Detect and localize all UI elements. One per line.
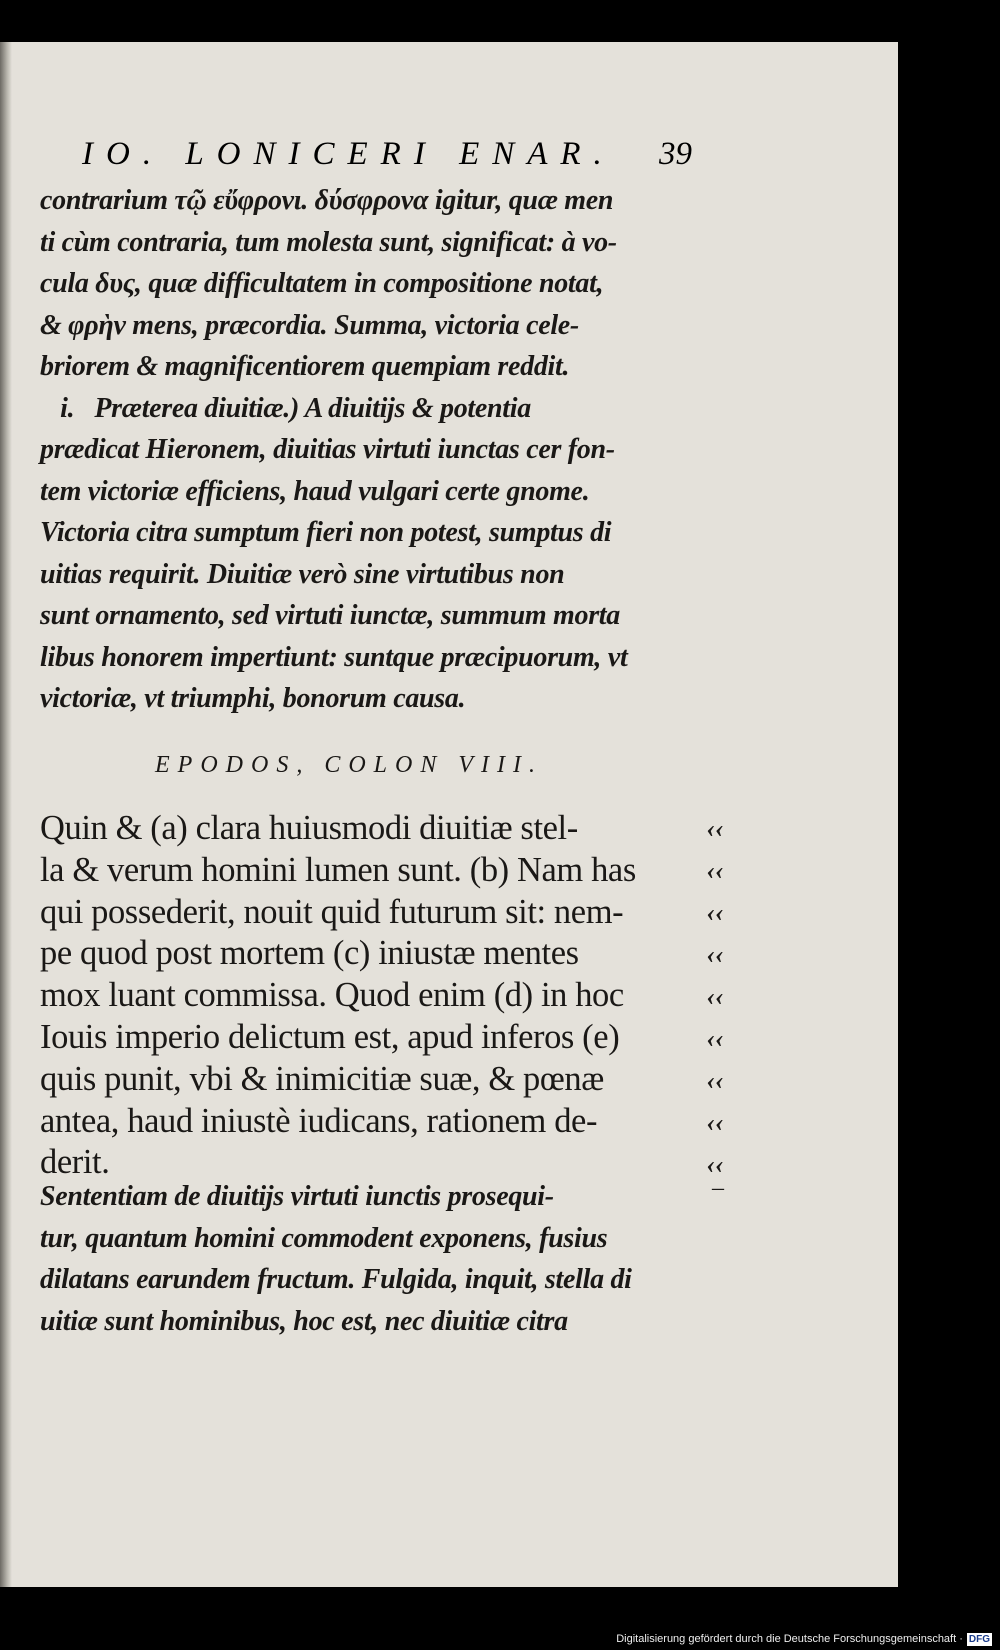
- text-line: prædicat Hieronem, diuitias virtuti iunctas cer fon-: [40, 434, 615, 465]
- verse-line: pe quod post mortem (c) iniustæ mentes: [40, 934, 579, 973]
- text-line: Sententiam de diuitijs virtuti iunctis prosequi-: [40, 1181, 554, 1212]
- text-line: tem victoriæ efficiens, haud vulgari certe gnome.: [40, 475, 590, 507]
- running-title: IO. LONICERI ENAR.: [82, 136, 615, 172]
- commentary-top: [40, 180, 700, 720]
- poem-text: [40, 808, 700, 1184]
- verse-line: quis punit, vbi & inimicitiæ suæ, & pœnæ: [40, 1059, 604, 1098]
- quote-mark: ‹‹: [706, 1108, 724, 1137]
- text-line: uitias requirit. Diuitiæ verò sine virtutibus non: [40, 558, 565, 590]
- quote-mark: ‹‹: [706, 814, 724, 843]
- margin-dash: –: [712, 1175, 724, 1201]
- margin-quote-marks: [700, 808, 730, 1186]
- text-line: victoriæ, vt triumphi, bonorum causa.: [40, 683, 466, 714]
- verse-line: qui possederit, nouit quid futurum sit: nem-: [40, 892, 624, 931]
- commentary-bottom: [40, 1176, 700, 1342]
- quote-mark: ‹‹: [706, 1066, 724, 1095]
- verse-line: antea, haud iniustè iudicans, rationem de-: [40, 1101, 598, 1140]
- text-line: uitiæ sunt hominibus, hoc est, nec diuitiæ citra: [40, 1305, 568, 1337]
- text-line: sunt ornamento, sed virtuti iunctæ, summum morta: [40, 600, 620, 631]
- quote-mark: ‹‹: [706, 1024, 724, 1053]
- text-line: dilatans earundem fructum. Fulgida, inquit, stella di: [40, 1264, 632, 1295]
- page-number: 39: [659, 136, 692, 172]
- quote-mark: ‹‹: [706, 1150, 724, 1179]
- text-line: cula δυς, quæ difficultatem in compositione notat,: [40, 268, 604, 299]
- text-line: briorem & magnificentiorem quempiam reddit.: [40, 351, 570, 382]
- verse-line: Iouis imperio delictum est, apud inferos (e): [40, 1017, 620, 1056]
- section-heading: EPODOS, COLON VIII.: [155, 752, 543, 778]
- quote-mark: ‹‹: [706, 982, 724, 1011]
- quote-mark: ‹‹: [706, 898, 724, 927]
- quote-mark: ‹‹: [706, 940, 724, 969]
- page-gutter-shadow: [0, 42, 12, 1587]
- verse-line: mox luant commissa. Quod enim (d) in hoc: [40, 976, 624, 1015]
- verse-line: la & verum homini lumen sunt. (b) Nam has: [40, 850, 636, 889]
- text-line: ti cùm contraria, tum molesta sunt, significat: à vo-: [40, 226, 617, 258]
- text-line: libus honorem impertiunt: suntque præcipuorum, vt: [40, 641, 628, 673]
- dfg-logo: DFG: [968, 1633, 990, 1645]
- text-line: tur, quantum homini commodent exponens, fusius: [40, 1222, 608, 1254]
- verse-line: derit.: [40, 1143, 110, 1182]
- verse-line: Quin & (a) clara huiusmodi diuitiæ stel-: [40, 809, 578, 847]
- digitization-footer: [616, 1630, 992, 1648]
- text-line: contrarium τῷ εὔφρονι. δύσφρονα igitur, quæ men: [40, 185, 614, 216]
- text-line: Victoria citra sumptum fieri non potest, sumptus di: [40, 517, 612, 548]
- text-line: i. Præterea diuitiæ.) A diuitijs & potentia: [40, 392, 531, 424]
- text-line: & φρὴν mens, præcordia. Summa, victoria cele-: [40, 309, 579, 341]
- running-header: [82, 136, 692, 176]
- footer-text: Digitalisierung gefördert durch die Deutsche Forschungsgemeinschaft ·: [616, 1633, 963, 1645]
- quote-mark: ‹‹: [706, 856, 724, 885]
